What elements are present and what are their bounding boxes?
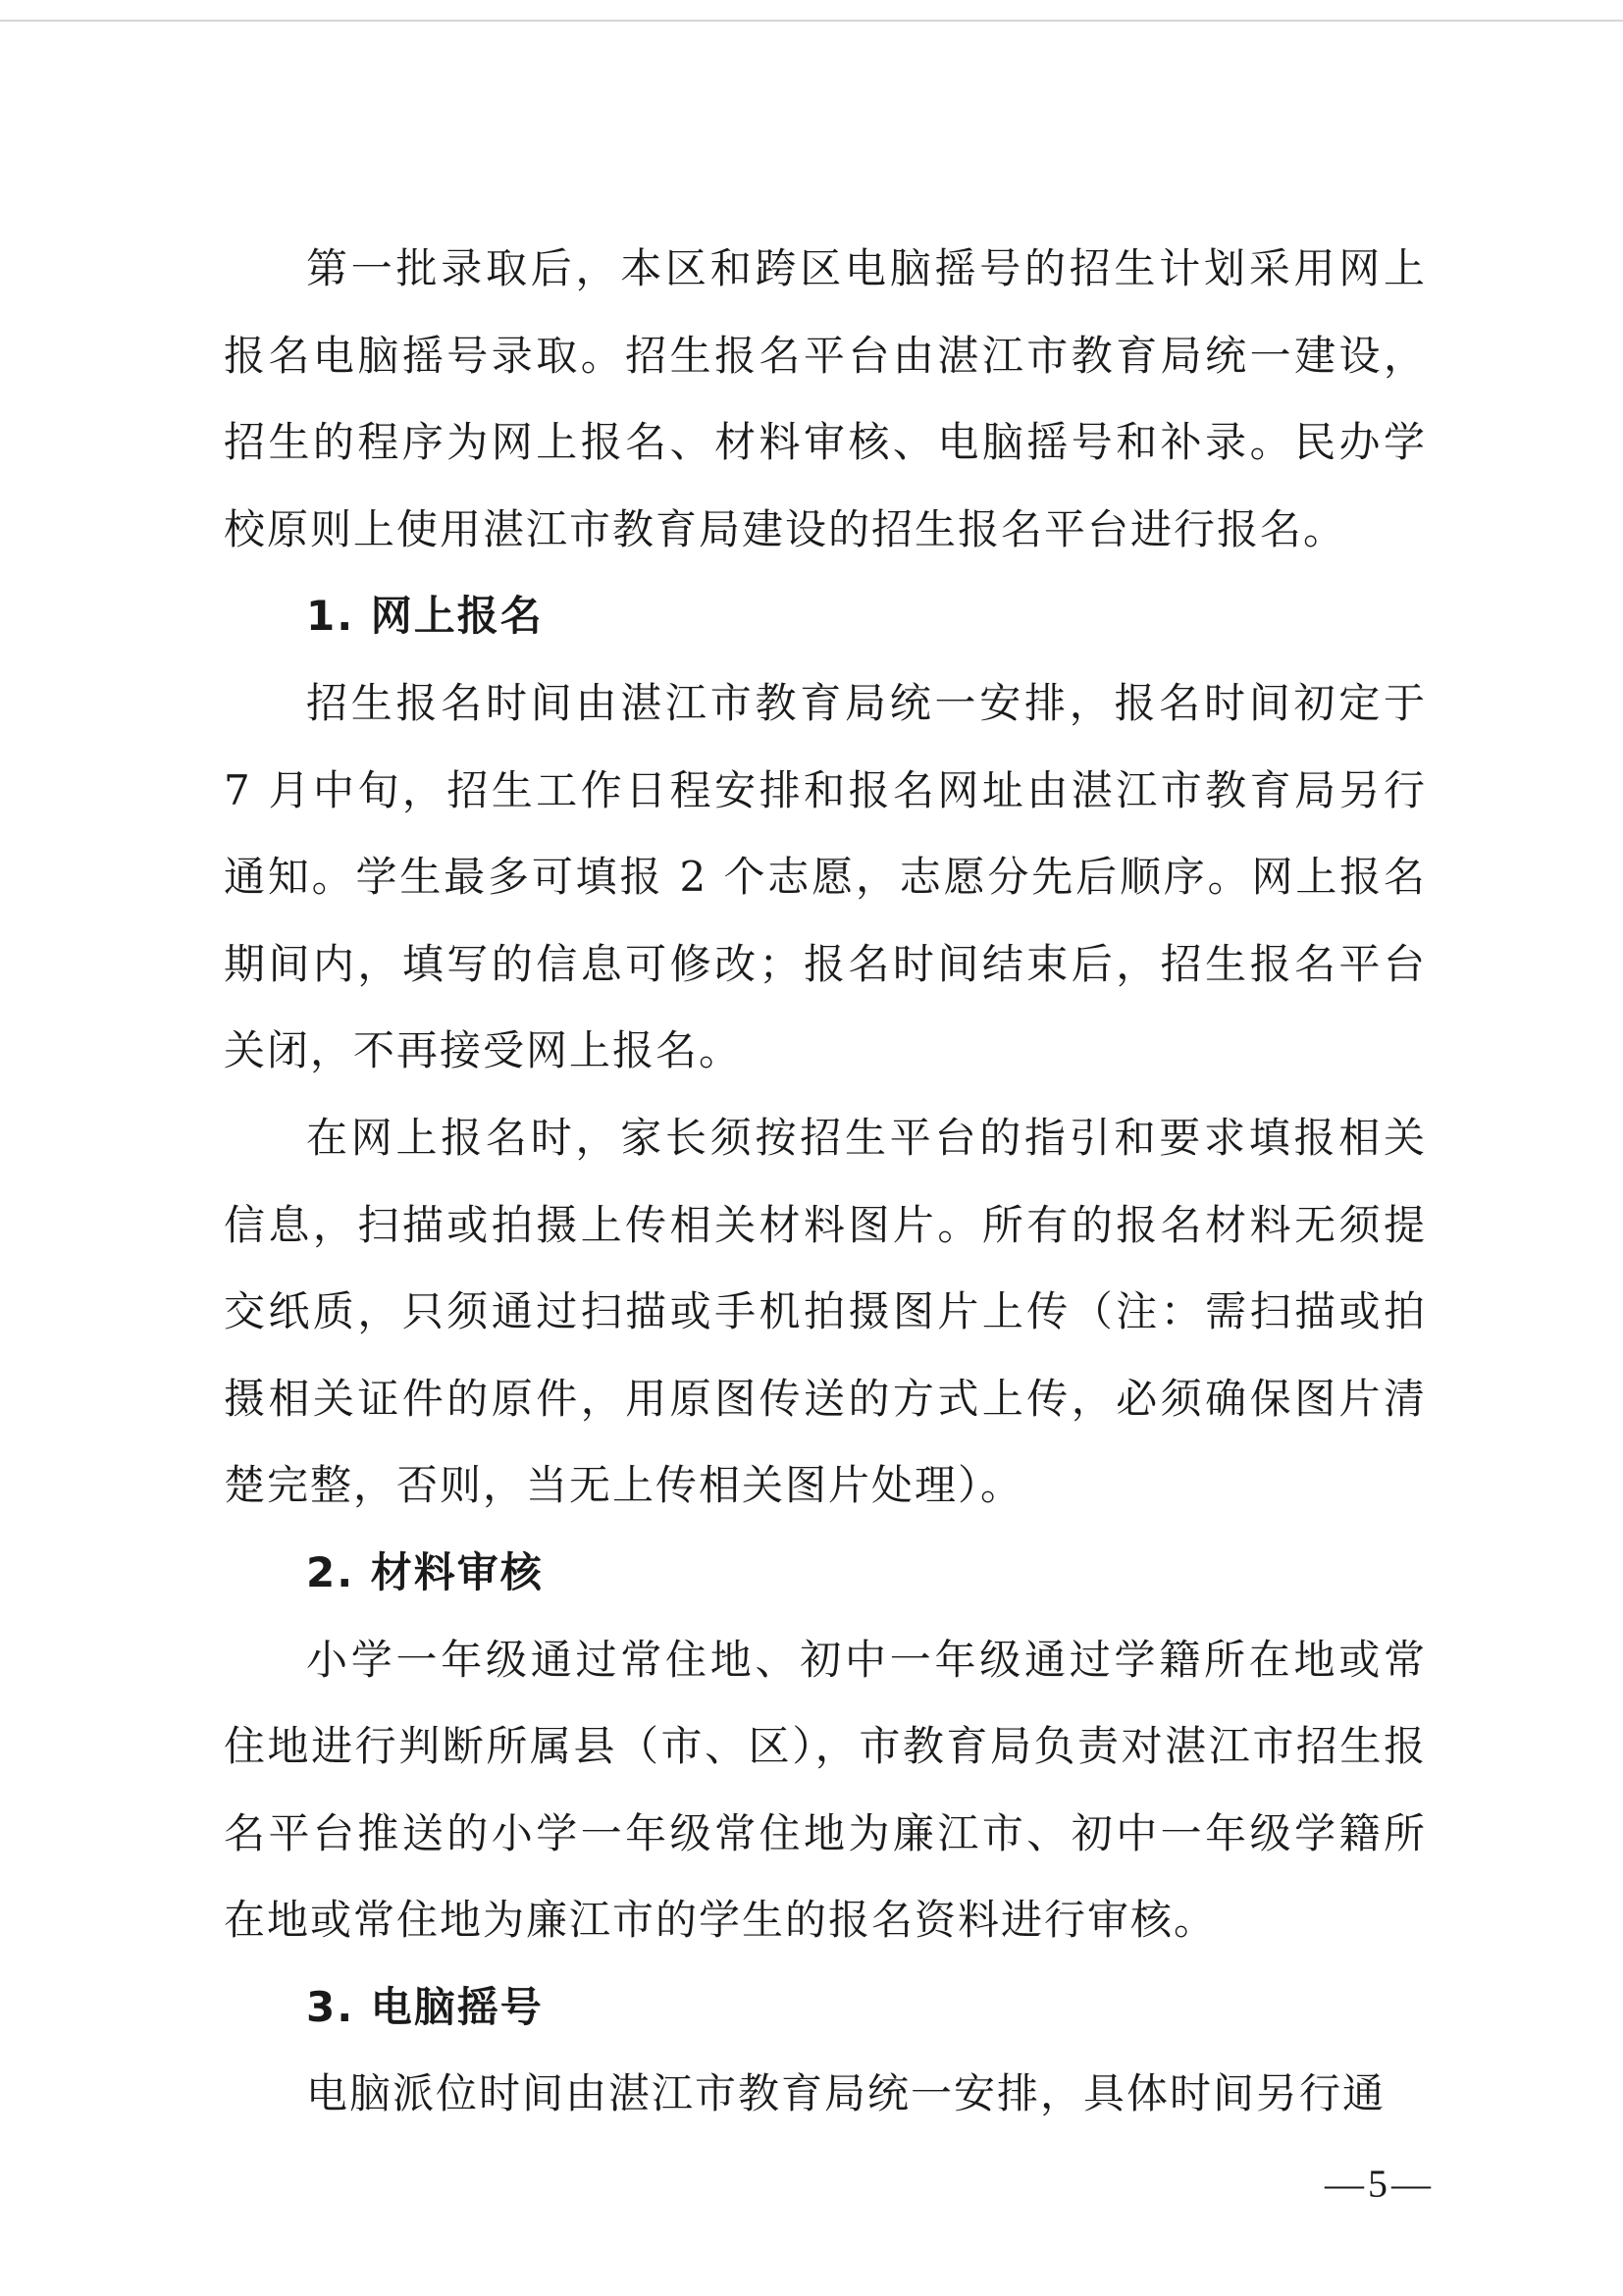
top-rule [0,20,1623,22]
section-heading-material-review: 2. 材料审核 [306,1547,544,1596]
section-heading-online-registration: 1. 网上报名 [306,592,544,641]
paragraph-registration-time: 招生报名时间由湛江市教育局统一安排，报名时间初定于 7 月中旬，招生工作日程安排和报名网址由湛江市教育局另行通知。学生最多可填报 2 个志愿，志愿分先后顺序。网上报名期间内，填写的信息可修改；报名时间结束后，招生报名平台关闭，不再接受网上报名。 [224,678,1427,1075]
paragraph-registration-upload: 在网上报名时，家长须按招生平台的指引和要求填报相关信息，扫描或拍摄上传相关材料图片。所有的报名材料无须提交纸质，只须通过扫描或手机拍摄图片上传（注：需扫描或拍摄相关证件的原件，用原图传送的方式上传，必须确保图片清楚完整，否则，当无上传相关图片处理）。 [224,1113,1427,1510]
page-number: —5— [1325,2162,1435,2206]
paragraph-intro: 第一批录取后，本区和跨区电脑摇号的招生计划采用网上报名电脑摇号录取。招生报名平台由湛江市教育局统一建设，招生的程序为网上报名、材料审核、电脑摇号和补录。民办学校原则上使用湛江市教育局建设的招生报名平台进行报名。 [224,244,1427,553]
document-body [224,226,1427,2138]
section-heading-computer-lottery: 3. 电脑摇号 [306,1982,544,2031]
paragraph-computer-lottery: 电脑派位时间由湛江市教育局统一安排，具体时间另行通 [306,2069,1387,2118]
paragraph-material-review: 小学一年级通过常住地、初中一年级通过学籍所在地或常住地进行判断所属县（市、区），市教育局负责对湛江市招生报名平台推送的小学一年级常住地为廉江市、初中一年级学籍所在地或常住地为廉江市的学生的报名资料进行审核。 [224,1635,1427,1945]
